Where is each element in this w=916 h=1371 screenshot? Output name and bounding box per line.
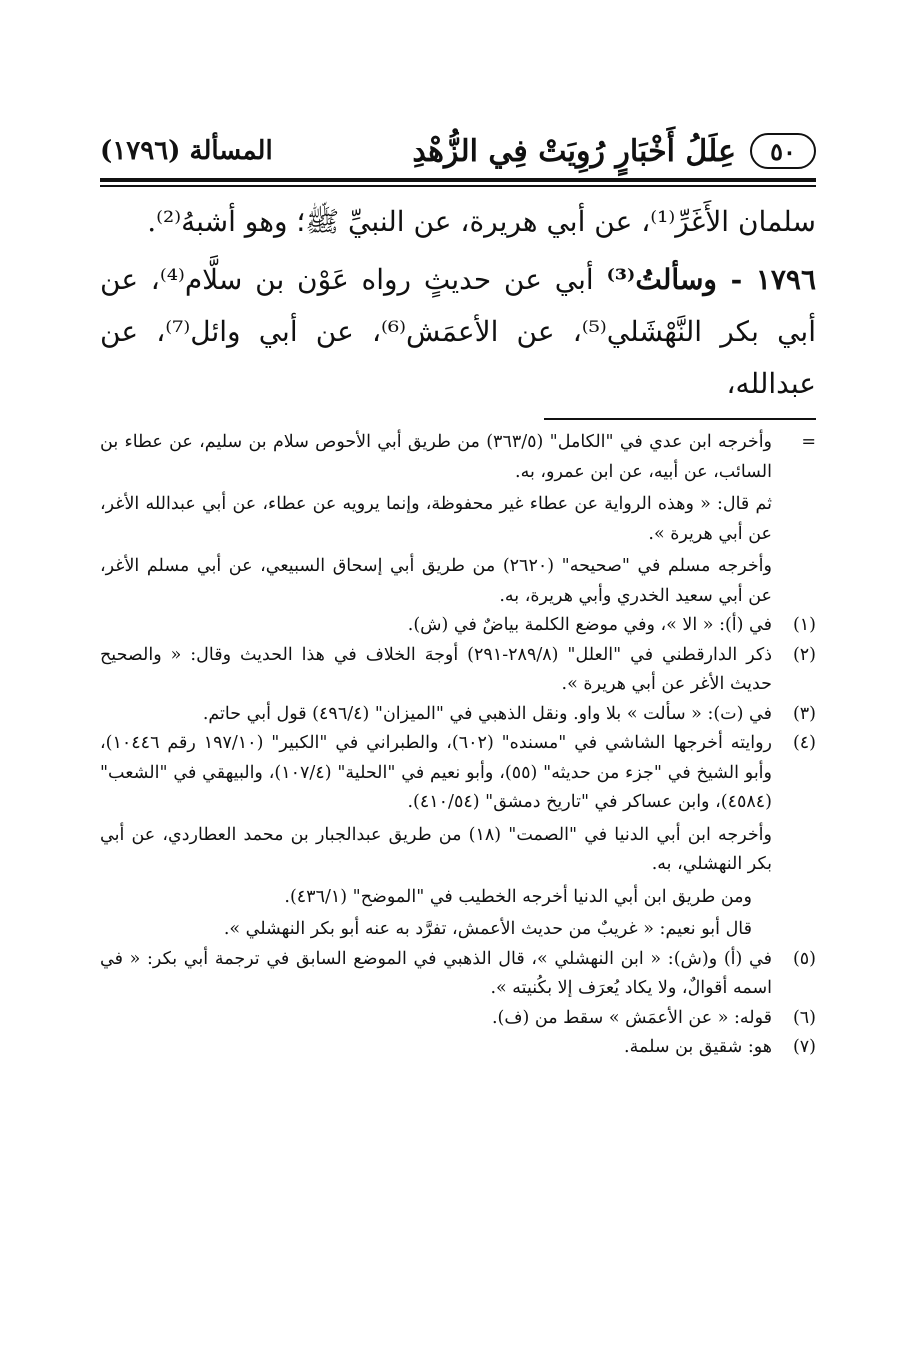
footnote-body: [100, 729, 772, 945]
footnote-body: [100, 611, 772, 641]
footnote-6: [100, 1004, 816, 1034]
footnote-body: [100, 945, 772, 1004]
entry-paragraph: [100, 254, 816, 410]
header-rule-thin: [100, 185, 816, 187]
footnote-body: [100, 1004, 772, 1034]
footnotes: [100, 428, 816, 1063]
book-title: عِلَلُ أَخْبَارٍ رُوِيَتْ فِي الزُّهْدِ: [412, 133, 736, 169]
footnote-para: ذكر الدارقطني في "العلل" (٢٨٩/٨-٢٩١) أوجهَ الخلاف في هذا الحديث وقال: « والصحيح حديث الأغر عن أبي هريرة ».: [100, 644, 772, 694]
footnote-mark: =: [801, 432, 816, 452]
footnote-mark: (٣): [792, 703, 816, 724]
page-header: [100, 128, 816, 174]
header-rule-thick: [100, 178, 816, 182]
footnote-para: في (ت): « سألت » بلا واو. ونقل الذهبي في "الميزان" (٤٩٦/٤) قول أبي حاتم.: [202, 703, 772, 724]
footnote-mark: (١): [792, 615, 816, 635]
footnote-5: [100, 945, 816, 1004]
entry-number: ١٧٩٦ -: [716, 263, 816, 296]
footnote-para: قال أبو نعيم: « غريبٌ من حديث الأعمش، تفرَّد به عنه أبو بكر النهشلي ».: [223, 919, 752, 939]
footnote-mark: (٤): [792, 733, 816, 753]
footnote-mark: (٢): [792, 644, 816, 665]
footnote-para: وأخرجه ابن عدي في "الكامل" (٣٦٣/٥) من طريق أبي الأحوص سلام بن سليم، عن عطاء بن السائب، عن أبيه، عن ابن عمرو، به.: [100, 432, 773, 482]
footnote-para: قوله: « عن الأعمَش » سقط من (ف).: [491, 1007, 772, 1028]
main-line-1: سلمان الأَغَرِّ⁽¹⁾، عن أبي هريرة، عن النبيِّ ﷺ؛ وهو أشبهُ⁽²⁾.: [147, 205, 816, 238]
footnote-body: [100, 700, 772, 730]
footnote-para: في (أ): « الا »، وفي موضع الكلمة بياضٌ في (ش).: [407, 615, 772, 635]
entry-ask: وسألتُ⁽³⁾: [606, 263, 717, 296]
footnote-para: هو: شقيق بن سلمة.: [624, 1037, 772, 1057]
main-text: [100, 196, 816, 410]
footnote-body: [100, 1033, 772, 1063]
footnote-para: ومن طريق ابن أبي الدنيا أخرجه الخطيب في "الموضح" (٤٣٦/١).: [284, 886, 752, 907]
footnote-7: [100, 1033, 816, 1063]
footnote-para: ثم قال: « وهذه الرواية عن عطاء غير محفوظة، وإنما يرويه عن عطاء، عن أبي عبدالله الأغر، عن أبي هريرة ».: [100, 494, 772, 544]
footnote-1: [100, 611, 816, 641]
issue-label: المسألة (١٧٩٦): [100, 136, 273, 166]
footnote-mark: (٧): [792, 1037, 816, 1057]
footnote-body: [100, 428, 772, 611]
footnote-4: [100, 729, 816, 945]
entry-text: أبي عن حديثٍ رواه عَوْن بن سلَّام⁽⁴⁾، عن أبي بكر النَّهْشَلي⁽⁵⁾، عن الأعمَش⁽⁶⁾، عن أبي وائل⁽⁷⁾، عن عبدالله،: [100, 263, 817, 400]
footnote-2: [100, 641, 816, 700]
footnote-para: وأخرجه مسلم في "صحيحه" (٢٦٢٠) من طريق أبي إسحاق السبيعي، عن أبي مسلم الأغر، عن أبي سعيد الخدري وأبي هريرة، به.: [100, 556, 772, 606]
footnote-3: [100, 700, 816, 730]
page-number: ٥٠: [750, 133, 816, 169]
footnote-mark: (٥): [792, 948, 816, 969]
footnote-para: وأخرجه ابن أبي الدنيا في "الصمت" (١٨) من طريق عبدالجبار بن محمد العطاردي، عن أبي بكر النهشلي، به.: [100, 824, 772, 874]
footnote-para: في (أ) و(ش): « ابن النهشلي »، قال الذهبي في الموضع السابق في ترجمة أبي بكر: « في اسمه أقوالٌ، ولا يكاد يُعرَف إلا بكُنيته ».: [100, 948, 772, 998]
footnote-separator: [544, 418, 816, 420]
footnote-continued: [100, 428, 816, 611]
footnote-mark: (٦): [792, 1007, 816, 1028]
footnote-para: روايته أخرجها الشاشي في "مسنده" (٦٠٢)، والطبراني في "الكبير" (١٩٧/١٠ رقم ١٠٤٤٦)، وأبو الشيخ في "جزء من حديثه" (٥٥)، وأبو نعيم في "الحلية" (١٠٧/٤)، والبيهقي في "الشعب" (٤٥٨٤)، وابن عساكر في "تاريخ دمشق" (٤١٠/٥٤).: [100, 733, 772, 812]
footnote-body: [100, 641, 772, 700]
